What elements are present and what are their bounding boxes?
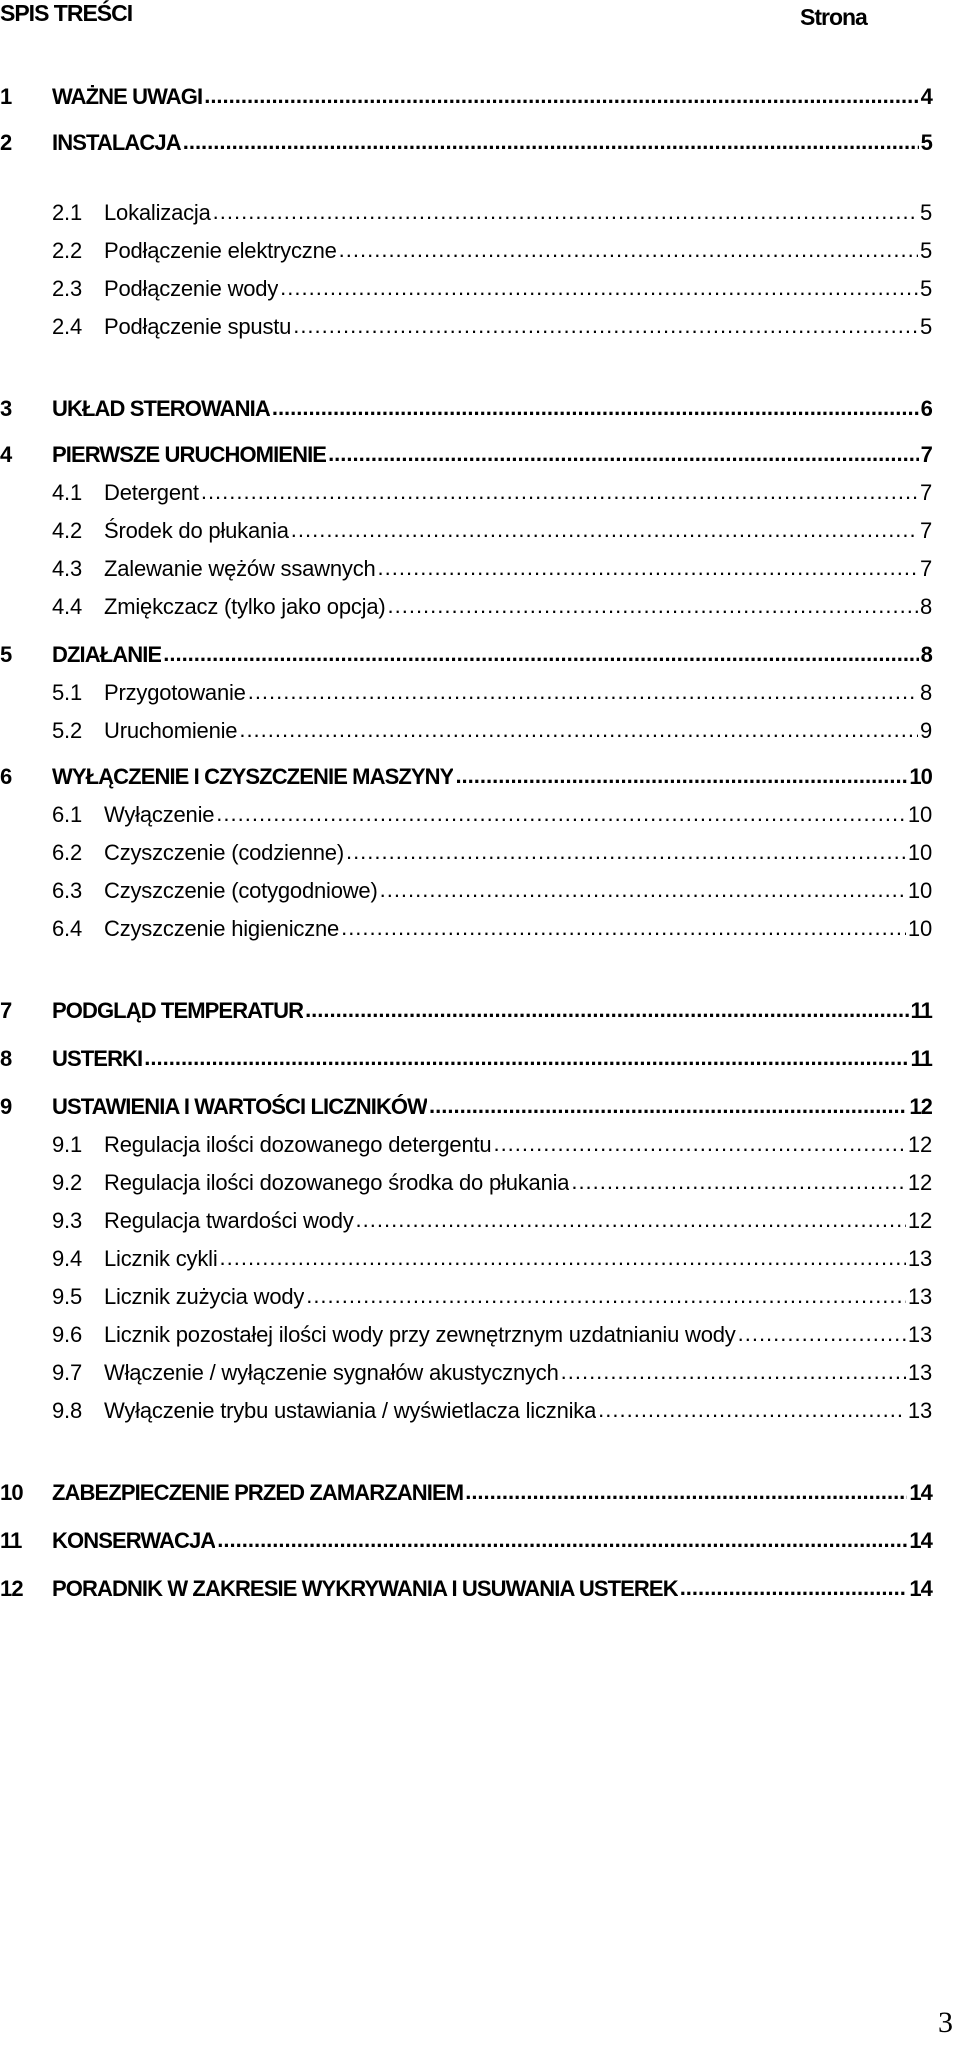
toc-entry-page: 5: [919, 200, 932, 225]
toc-chapter-entry[interactable]: [0, 1526, 932, 1560]
dot-leader: [144, 1044, 908, 1066]
toc-entry-label: PIERWSZE URUCHOMIENIE: [52, 442, 327, 467]
toc-entry-number: 9.4: [52, 1246, 82, 1271]
toc-section-entry[interactable]: [0, 592, 932, 626]
toc-entry-page: 7: [919, 518, 932, 543]
toc-entry-page: 12: [907, 1208, 932, 1233]
toc-entry-number: 2.4: [52, 314, 82, 339]
toc-entry-label: Licznik zużycia wody: [104, 1284, 305, 1309]
toc-chapter-entry[interactable]: [0, 1478, 932, 1512]
toc-entry-number: 2.2: [52, 238, 82, 263]
toc-entry-label: Podłączenie wody: [104, 276, 279, 301]
dot-leader: [571, 1168, 906, 1190]
dot-leader: [680, 1574, 908, 1596]
dot-leader: [493, 1130, 905, 1152]
toc-entry-label: Podłączenie spustu: [104, 314, 292, 339]
toc-entry-label: Czyszczenie (cotygodniowe): [104, 878, 378, 903]
toc-entry-page: 13: [907, 1246, 932, 1271]
toc-chapter-entry[interactable]: [0, 1044, 932, 1078]
toc-entry-page: 5: [920, 130, 932, 155]
dot-leader: [163, 640, 918, 662]
toc-entry-label: Włączenie / wyłączenie sygnałów akustycznych: [104, 1360, 559, 1385]
dot-leader: [388, 592, 918, 614]
toc-section-entry[interactable]: [0, 1320, 932, 1354]
toc-entry-label: Zalewanie wężów ssawnych: [104, 556, 376, 581]
page-number: 3: [938, 2006, 953, 2039]
toc-entry-page: 13: [907, 1360, 932, 1385]
toc-section-entry[interactable]: [0, 1206, 932, 1240]
toc-entry-label: PORADNIK W ZAKRESIE WYKRYWANIA I USUWANIA USTEREK: [52, 1576, 678, 1601]
toc-section-entry[interactable]: [0, 1358, 932, 1392]
toc-entry-page: 12: [907, 1132, 932, 1157]
toc-entry-page: 12: [907, 1170, 932, 1195]
toc-entry-label: Regulacja twardości wody: [104, 1208, 354, 1233]
toc-title: SPIS TREŚCI: [0, 0, 133, 26]
toc-entry-number: 4.1: [52, 480, 82, 505]
toc-entry-number: 9.2: [52, 1170, 82, 1195]
toc-entry-page: 10: [907, 802, 932, 827]
toc-entry-page: 6: [920, 396, 932, 421]
toc-entry-page: 14: [909, 1528, 932, 1553]
toc-entry-page: 13: [907, 1284, 932, 1309]
toc-entry-label: WYŁĄCZENIE I CZYSZCZENIE MASZYNY: [52, 764, 454, 789]
toc-section-entry[interactable]: [0, 716, 932, 750]
dot-leader: [561, 1358, 906, 1380]
toc-chapter-entry[interactable]: [0, 762, 932, 796]
toc-entry-label: Licznik pozostałej ilości wody przy zewnętrznym uzdatnianiu wody: [104, 1322, 736, 1347]
toc-chapter-entry[interactable]: [0, 1092, 932, 1126]
toc-entry-number: 10: [0, 1480, 23, 1505]
dot-leader: [341, 914, 906, 936]
toc-entry-page: 14: [909, 1480, 932, 1505]
toc-entry-label: WAŻNE UWAGI: [52, 84, 203, 109]
toc-chapter-entry[interactable]: [0, 394, 932, 428]
toc-entry-number: 5.2: [52, 718, 82, 743]
toc-section-entry[interactable]: [0, 1168, 932, 1202]
toc-entry-number: 4.2: [52, 518, 82, 543]
toc-entry-label: USTERKI: [52, 1046, 143, 1071]
toc-entry-page: 5: [919, 276, 932, 301]
toc-entry-label: UKŁAD STEROWANIA: [52, 396, 270, 421]
dot-leader: [239, 716, 918, 738]
toc-entry-number: 9.7: [52, 1360, 82, 1385]
toc-chapter-entry[interactable]: [0, 440, 932, 474]
toc-entry-page: 10: [907, 916, 932, 941]
toc-entry-page: 13: [907, 1322, 932, 1347]
toc-entry-number: 6.3: [52, 878, 82, 903]
toc-entry-page: 7: [919, 556, 932, 581]
dot-leader: [280, 274, 918, 296]
dot-leader: [339, 236, 918, 258]
toc-entry-page: 7: [920, 442, 932, 467]
toc-entry-page: 4: [920, 84, 932, 109]
toc-entry-label: KONSERWACJA: [52, 1528, 216, 1553]
toc-entry-page: 5: [919, 238, 932, 263]
toc-entry-label: Detergent: [104, 480, 199, 505]
toc-chapter-entry[interactable]: [0, 1574, 932, 1608]
toc-entry-page: 8: [919, 680, 932, 705]
toc-section-entry[interactable]: [0, 198, 932, 232]
toc-entry-number: 7: [0, 998, 12, 1023]
toc-entry-page: 11: [910, 998, 932, 1023]
dot-leader: [328, 440, 919, 462]
toc-entry-number: 4.4: [52, 594, 82, 619]
dot-leader: [291, 516, 918, 538]
toc-section-entry[interactable]: [0, 554, 932, 588]
toc-section-entry[interactable]: [0, 312, 932, 346]
toc-entry-label: Wyłączenie: [104, 802, 215, 827]
toc-entry-label: Podłączenie elektryczne: [104, 238, 337, 263]
dot-leader: [213, 198, 918, 220]
toc-entry-page: 10: [907, 878, 932, 903]
toc-entry-page: 5: [919, 314, 932, 339]
toc-entry-number: 9.8: [52, 1398, 82, 1423]
dot-leader: [455, 762, 907, 784]
toc-chapter-entry[interactable]: [0, 640, 932, 674]
page-column-header: Strona: [800, 4, 867, 30]
toc-entry-number: 9.6: [52, 1322, 82, 1347]
toc-entry-number: 6: [0, 764, 12, 789]
dot-leader: [272, 394, 919, 416]
dot-leader: [306, 1282, 906, 1304]
dot-leader: [204, 82, 918, 104]
toc-section-entry[interactable]: [0, 838, 932, 872]
toc-entry-label: Środek do płukania: [104, 518, 289, 543]
toc-entry-number: 9: [0, 1094, 12, 1119]
toc-entry-page: 7: [919, 480, 932, 505]
toc-entry-label: Regulacja ilości dozowanego detergentu: [104, 1132, 492, 1157]
toc-entry-number: 11: [0, 1528, 22, 1553]
toc-entry-page: 14: [909, 1576, 932, 1601]
dot-leader: [217, 1526, 907, 1548]
toc-entry-number: 9.3: [52, 1208, 82, 1233]
toc-entry-page: 10: [907, 840, 932, 865]
dot-leader: [465, 1478, 907, 1500]
toc-entry-number: 1: [0, 84, 12, 109]
toc-entry-label: INSTALACJA: [52, 130, 181, 155]
toc-chapter-entry[interactable]: [0, 996, 932, 1030]
toc-entry-number: 8: [0, 1046, 12, 1071]
toc-section-entry[interactable]: [0, 236, 932, 270]
dot-leader: [201, 478, 918, 500]
toc-entry-page: 8: [919, 594, 932, 619]
toc-entry-label: PODGLĄD TEMPERATUR: [52, 998, 304, 1023]
dot-leader: [429, 1092, 907, 1114]
toc-section-entry[interactable]: [0, 274, 932, 308]
toc-entry-page: 9: [919, 718, 932, 743]
toc-entry-number: 3: [0, 396, 12, 421]
toc-entry-number: 6.2: [52, 840, 82, 865]
dot-leader: [216, 800, 906, 822]
dot-leader: [220, 1244, 906, 1266]
toc-section-entry[interactable]: [0, 1396, 932, 1430]
toc-entry-page: 10: [909, 764, 932, 789]
toc-entry-label: Uruchomienie: [104, 718, 238, 743]
dot-leader: [293, 312, 918, 334]
toc-entry-number: 5: [0, 642, 12, 667]
toc-section-entry[interactable]: [0, 876, 932, 910]
toc-entry-page: 12: [909, 1094, 932, 1119]
toc-section-entry[interactable]: [0, 478, 932, 512]
toc-entry-label: Czyszczenie higieniczne: [104, 916, 340, 941]
toc-entry-page: 13: [907, 1398, 932, 1423]
dot-leader: [738, 1320, 906, 1342]
dot-leader: [378, 554, 918, 576]
toc-entry-label: ZABEZPIECZENIE PRZED ZAMARZANIEM: [52, 1480, 464, 1505]
toc-entry-label: Lokalizacja: [104, 200, 211, 225]
toc-entry-page: 11: [910, 1046, 932, 1071]
toc-entry-number: 12: [0, 1576, 23, 1601]
dot-leader: [346, 838, 906, 860]
dot-leader: [380, 876, 906, 898]
toc-entry-label: Zmiękczacz (tylko jako opcja): [104, 594, 386, 619]
dot-leader: [305, 996, 908, 1018]
toc-chapter-entry[interactable]: [0, 82, 932, 116]
toc-entry-label: Czyszczenie (codzienne): [104, 840, 344, 865]
toc-section-entry[interactable]: [0, 516, 932, 550]
toc-entry-number: 6.4: [52, 916, 82, 941]
dot-leader: [183, 128, 919, 150]
toc-entry-label: DZIAŁANIE: [52, 642, 162, 667]
toc-entry-label: Licznik cykli: [104, 1246, 218, 1271]
toc-entry-number: 4: [0, 442, 12, 467]
toc-entry-label: Przygotowanie: [104, 680, 246, 705]
toc-chapter-entry[interactable]: [0, 128, 932, 162]
dot-leader: [356, 1206, 906, 1228]
toc-section-entry[interactable]: [0, 1130, 932, 1164]
toc-section-entry[interactable]: [0, 1244, 932, 1278]
toc-entry-number: 6.1: [52, 802, 82, 827]
dot-leader: [248, 678, 918, 700]
toc-entry-number: 2.1: [52, 200, 82, 225]
toc-section-entry[interactable]: [0, 678, 932, 712]
toc-entry-number: 2.3: [52, 276, 82, 301]
toc-entry-number: 9.5: [52, 1284, 82, 1309]
toc-entry-number: 9.1: [52, 1132, 82, 1157]
toc-entry-label: USTAWIENIA I WARTOŚCI LICZNIKÓW: [52, 1094, 428, 1119]
toc-entry-number: 5.1: [52, 680, 82, 705]
toc-entry-page: 8: [920, 642, 932, 667]
toc-entry-number: 4.3: [52, 556, 82, 581]
toc-section-entry[interactable]: [0, 1282, 932, 1316]
toc-section-entry[interactable]: [0, 800, 932, 834]
dot-leader: [598, 1396, 906, 1418]
toc-entry-label: Regulacja ilości dozowanego środka do płukania: [104, 1170, 570, 1195]
toc-entry-label: Wyłączenie trybu ustawiania / wyświetlacza licznika: [104, 1398, 597, 1423]
toc-entry-number: 2: [0, 130, 12, 155]
toc-section-entry[interactable]: [0, 914, 932, 948]
